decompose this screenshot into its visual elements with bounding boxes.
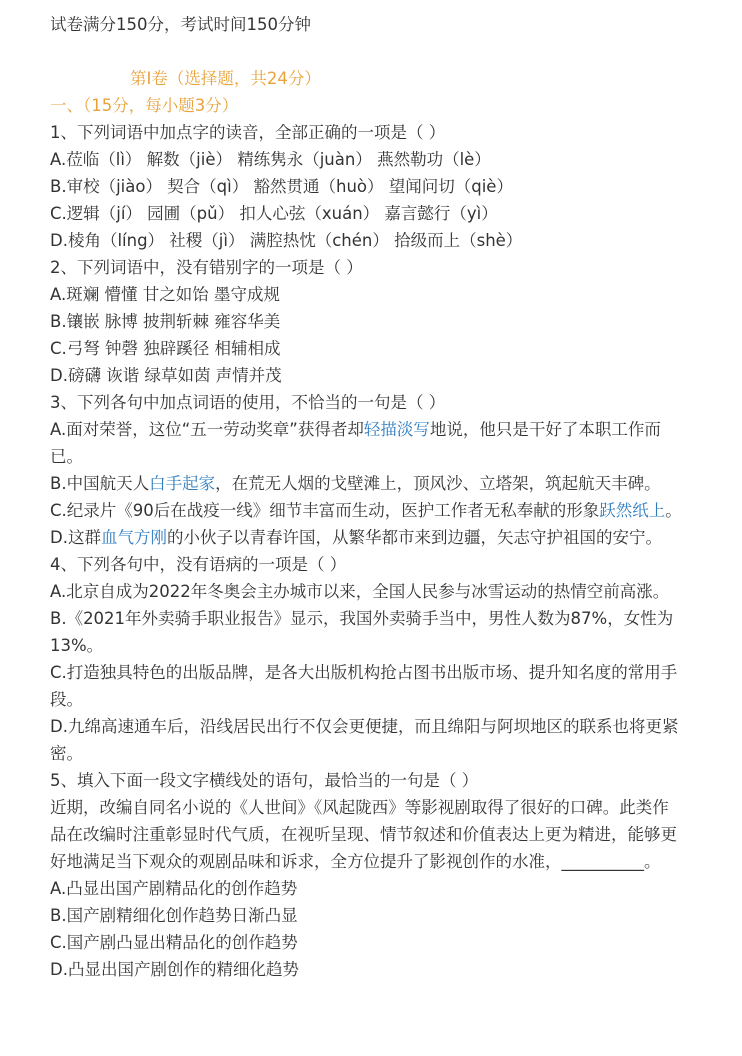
question-1-option-a: A.莅临（lì） 解数（jiè） 精练隽永（juàn） 燕然勒功（lè） [50,150,491,169]
option-text: D.这群 [50,528,101,547]
question-4-option-c-cont: 段。 [50,690,83,709]
exam-intro: 试卷满分150分，考试时间150分钟 [50,15,311,34]
question-4-option-b: B.《2021年外卖骑手职业报告》显示，我国外卖骑手当中，男性人数为87%，女性为 [50,609,674,628]
question-3-option-a-cont: 已。 [50,447,83,466]
question-4-option-d: D.九绵高速通车后，沿线居民出行不仅会更便捷，而且绵阳与阿坝地区的联系也将更紧 [50,717,679,736]
option-text: 。 [665,501,682,520]
option-text: ，在荒无人烟的戈壁滩上，顶风沙、立塔架，筑起航天丰碑。 [215,474,661,493]
question-3-option-a [50,418,661,442]
highlighted-phrase: 轻描淡写 [363,420,430,439]
question-4-option-b-cont: 13%。 [50,636,104,655]
option-text: C.纪录片《90后在战疫一线》细节丰富而生动，医护工作者无私奉献的形象 [50,501,600,520]
question-3-option-c [50,499,682,523]
question-5-option-b: B.国产剧精细化创作趋势日渐凸显 [50,906,298,925]
question-4-option-a: A.北京自成为2022年冬奥会主办城市以来，全国人民参与冰雪运动的热情空前高涨。 [50,582,670,601]
option-text: B.中国航天人 [50,474,150,493]
question-2-option-c: C.弓弩 钟磬 独辟蹊径 相辅相成 [50,339,281,358]
question-4-option-c: C.打造独具特色的出版品牌，是各大出版机构抢占图书出版市场、提升知名度的常用手 [50,663,678,682]
question-3-stem: 3、下列各句中加点词语的使用，不恰当的一句是（ ） [50,393,446,412]
question-5-option-d: D.凸显出国产剧创作的精细化趋势 [50,960,299,979]
question-2-option-b: B.镶嵌 脉博 披荆斩棘 雍容华美 [50,312,281,331]
question-2-stem: 2、下列词语中，没有错别字的一项是（ ） [50,258,363,277]
question-4-stem: 4、下列各句中，没有语病的一项是（ ） [50,555,347,574]
question-5-stem: 5、填入下面一段文字横线处的语句，最恰当的一句是（ ） [50,771,479,790]
question-3-option-b [50,472,661,496]
question-5-passage-line-3: 好地满足当下观众的观剧品味和诉求，全方位提升了影视创作的水准，__________。 [50,852,661,871]
question-5-option-c: C.国产剧凸显出精品化的创作趋势 [50,933,298,952]
question-1-stem: 1、下列词语中加点字的读音，全部正确的一项是（ ） [50,123,446,142]
section-title: 第Ⅰ卷（选择题，共24分） [130,69,321,88]
question-2-option-d: D.磅礴 诙谐 绿草如茵 声情并茂 [50,366,282,385]
highlighted-phrase: 白手起家 [149,474,216,493]
question-4-option-d-cont: 密。 [50,744,83,763]
question-5-passage-line-1: 近期，改编自同名小说的《人世间》《风起陇西》等影视剧取得了很好的口碑。此类作 [50,798,669,817]
question-3-option-d [50,526,662,550]
question-5-option-a: A.凸显出国产剧精品化的创作趋势 [50,879,298,898]
option-text: A.面对荣誉，这位“五一劳动奖章”获得者却 [50,420,364,439]
part-title: 一、（15分，每小题3分） [50,96,239,115]
question-1-option-b: B.审校（jiào） 契合（qì） 豁然贯通（huò） 望闻问切（qiè） [50,177,513,196]
option-text: 地说，他只是干好了本职工作而 [429,420,661,439]
question-5-passage-line-2: 品在改编时注重彰显时代气质，在视听呈现、情节叙述和价值表达上更为精进，能够更 [50,825,677,844]
question-1-option-d: D.棱角（líng） 社稷（jì） 满腔热忱（chén） 拾级而上（shè） [50,231,523,250]
question-1-option-c: C.逻辑（jí） 园圃（pǔ） 扣人心弦（xuán） 嘉言懿行（yì） [50,204,498,223]
question-2-option-a: A.斑斓 懵懂 甘之如饴 墨守成规 [50,285,280,304]
option-text: 的小伙子以青春许国，从繁华都市来到边疆，矢志守护祖国的安宁。 [166,528,662,547]
highlighted-phrase: 血气方刚 [100,528,167,547]
highlighted-phrase: 跃然纸上 [599,501,666,520]
